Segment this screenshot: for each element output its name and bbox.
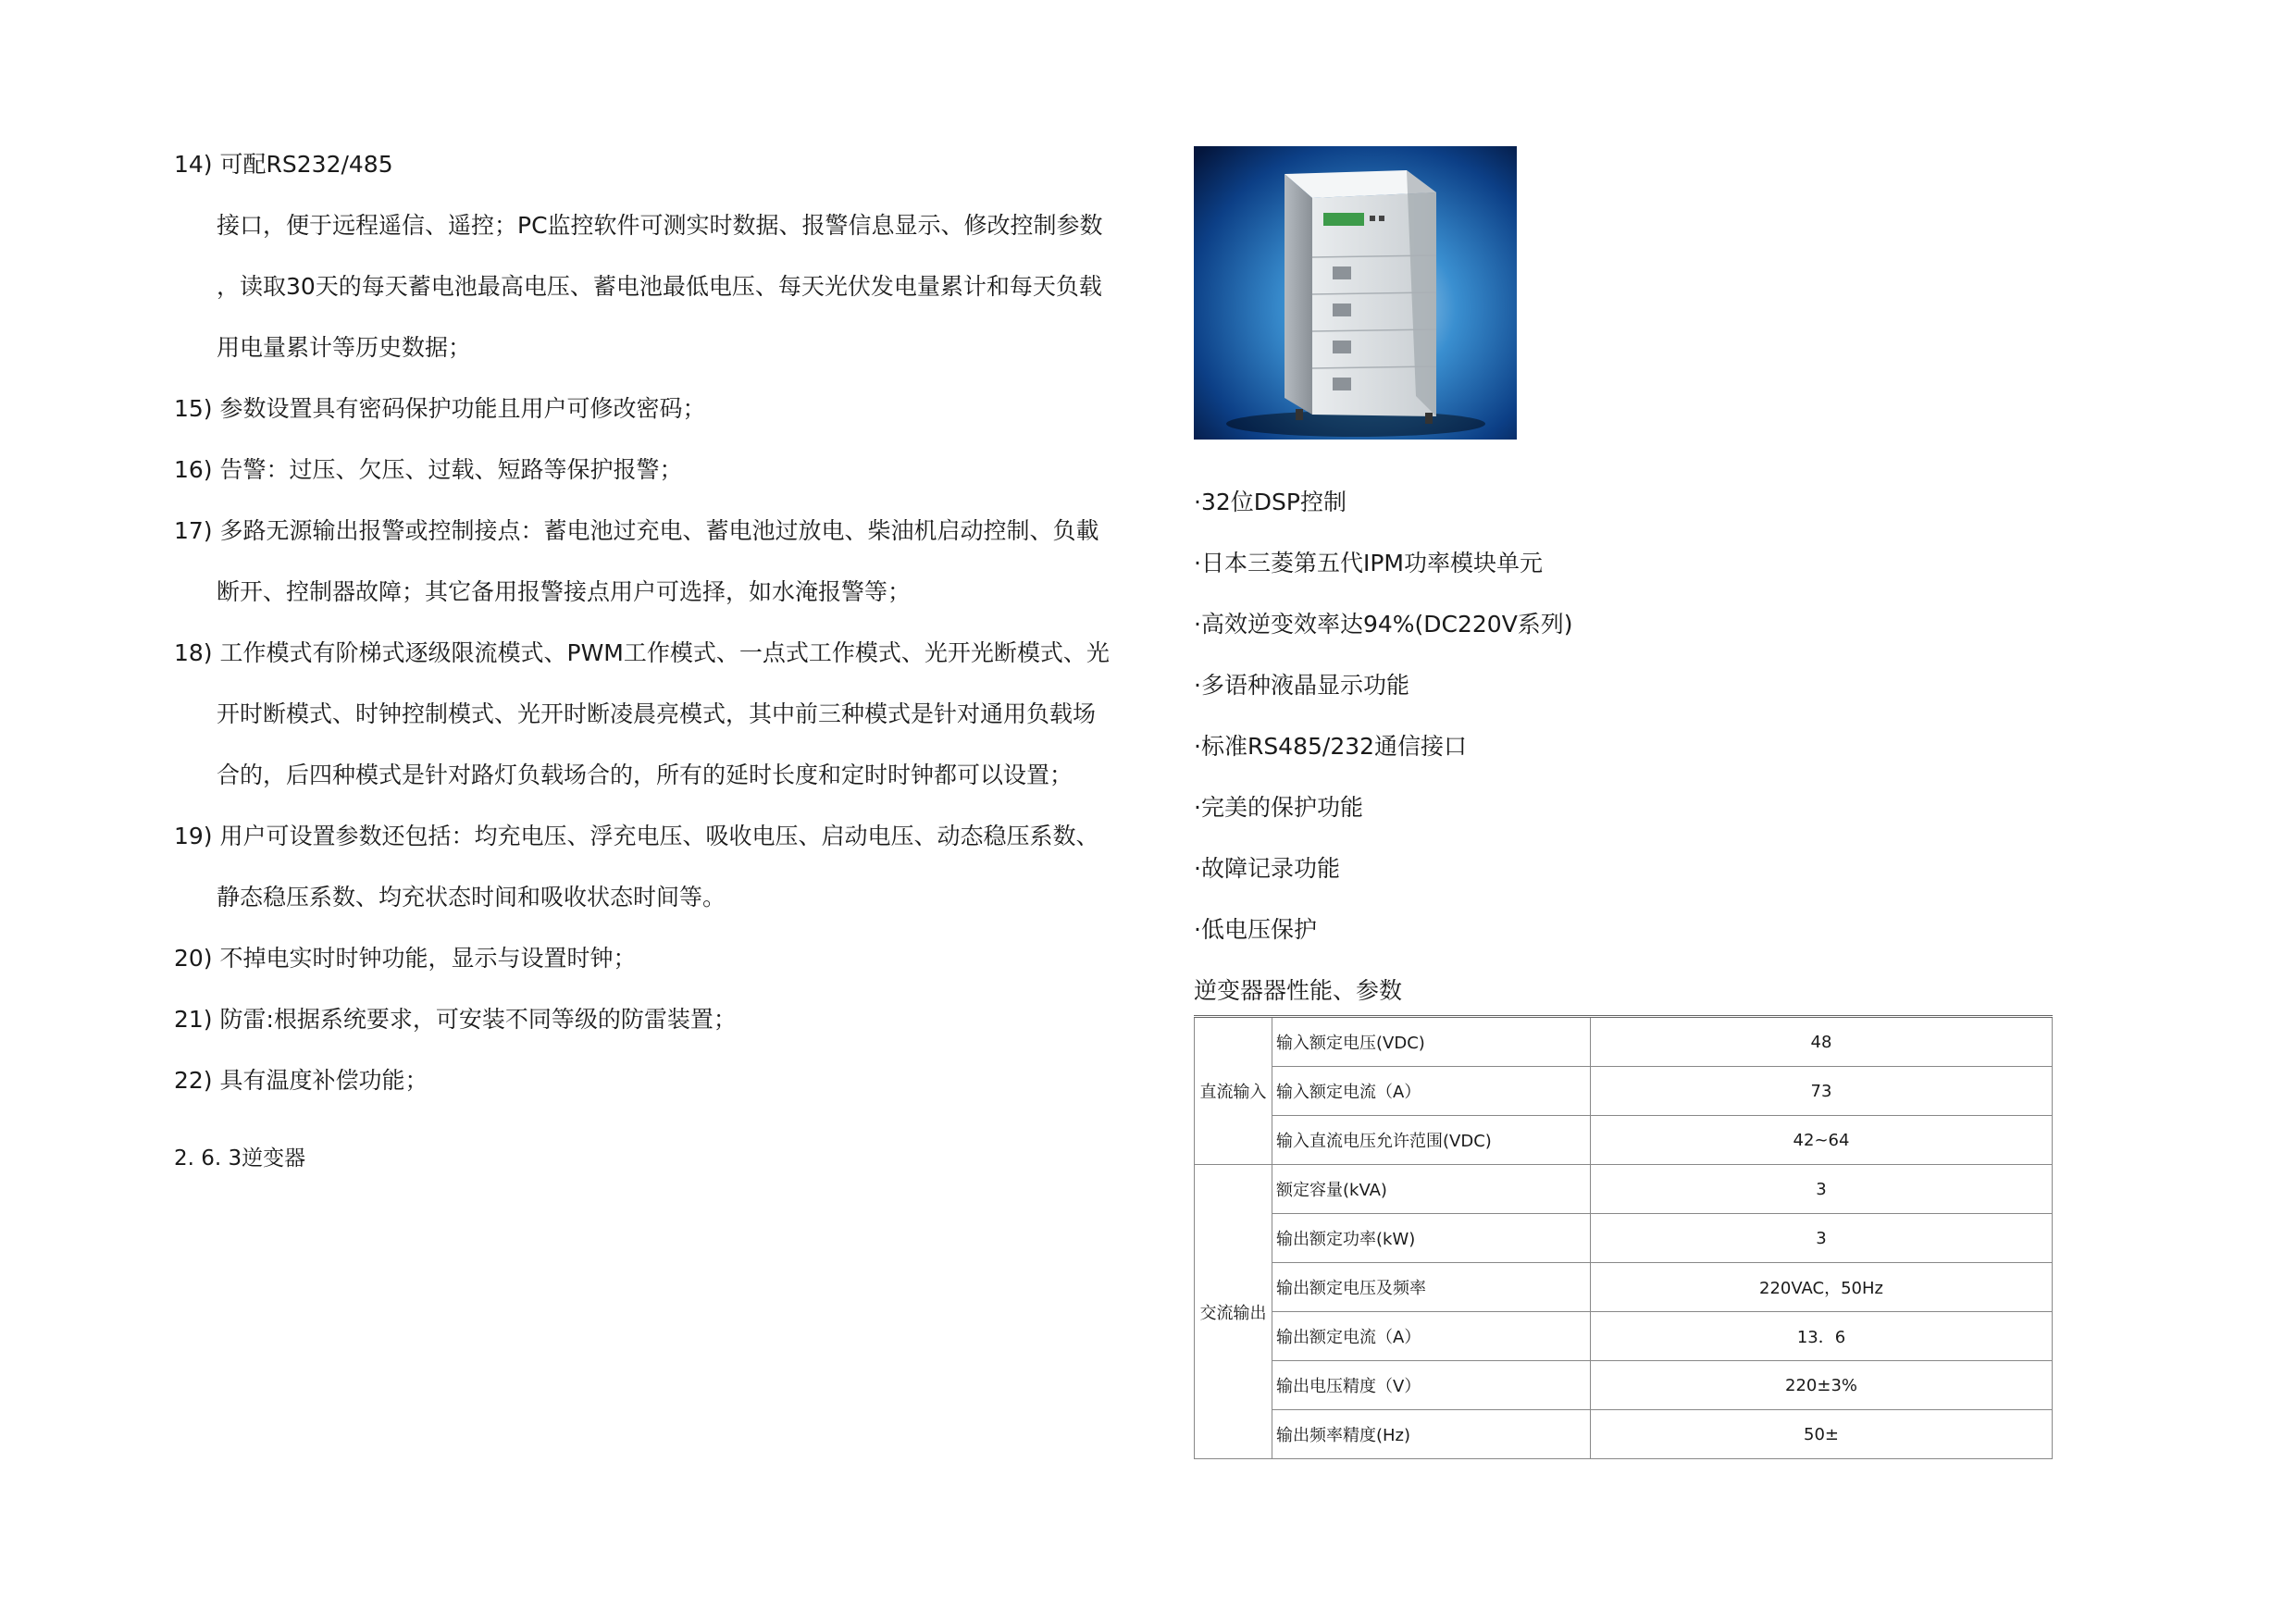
feature-fault-record: ·故障记录功能 — [1194, 855, 1340, 882]
table-row — [1195, 1116, 2053, 1165]
section-heading: 2. 6. 3逆变器 — [174, 1146, 306, 1171]
param-cell: 输出额定电流（A） — [1272, 1312, 1591, 1361]
param-cell: 输入直流电压允许范围(VDC) — [1272, 1116, 1591, 1165]
list-item-20: 20) 不掉电实时时钟功能，显示与设置时钟； — [174, 945, 637, 972]
param-cell: 输出额定功率(kW) — [1272, 1214, 1591, 1263]
list-item-16: 16) 告警：过压、欠压、过载、短路等保护报警； — [174, 456, 683, 483]
param-cell: 输入额定电流（A） — [1272, 1067, 1591, 1116]
list-item-14-continued-3: 用电量累计等历史数据； — [217, 334, 472, 361]
list-item-18-continued-2: 合的，后四种模式是针对路灯负载场合的，所有的延时长度和定时时钟都可以设置； — [217, 762, 1074, 788]
table-row — [1195, 1263, 2053, 1312]
feature-protection: ·完美的保护功能 — [1194, 794, 1363, 821]
list-item-14-continued-1: 接口，便于远程遥信、遥控；PC监控软件可测实时数据、报警信息显示、修改控制参数 — [217, 212, 1103, 239]
feature-dsp-control: ·32位DSP控制 — [1194, 489, 1347, 515]
feature-ipm-module: ·日本三菱第五代IPM功率模块单元 — [1194, 550, 1543, 576]
list-item-19: 19) 用户可设置参数还包括：均充电压、浮充电压、吸收电压、启动电压、动态稳压系数、 — [174, 823, 1099, 849]
feature-communication: ·标准RS485/232通信接口 — [1194, 733, 1468, 760]
list-item-17-continued: 断开、控制器故障；其它备用报警接点用户可选择，如水淹报警等； — [217, 578, 912, 605]
list-item-17: 17) 多路无源输出报警或控制接点：蓄电池过充电、蓄电池过放电、柴油机启动控制、负載 — [174, 517, 1099, 544]
list-item-18-continued-1: 开时断模式、时钟控制模式、光开时断凌晨亮模式，其中前三种模式是针对通用负载场 — [217, 700, 1097, 727]
spec-table — [1194, 1015, 2053, 1459]
value-cell: 50± — [1591, 1410, 2053, 1459]
list-item-19-continued: 静态稳压系数、均充状态时间和吸收状态时间等。 — [217, 884, 726, 911]
param-cell: 输出频率精度(Hz) — [1272, 1410, 1591, 1459]
value-cell: 73 — [1591, 1067, 2053, 1116]
feature-low-voltage-protection: ·低电压保护 — [1194, 916, 1317, 943]
feature-lcd-display: ·多语种液晶显示功能 — [1194, 672, 1409, 699]
table-row — [1195, 1361, 2053, 1410]
group-label-ac-output: 交流输出 — [1195, 1165, 1272, 1459]
table-row — [1195, 1017, 2053, 1067]
table-row — [1195, 1165, 2053, 1214]
inverter-product-image — [1194, 146, 1517, 440]
feature-efficiency: ·高效逆变效率达94%(DC220V系列) — [1194, 611, 1573, 638]
list-item-18: 18) 工作模式有阶梯式逐级限流模式、PWM工作模式、一点式工作模式、光开光断模式、光 — [174, 639, 1110, 666]
table-row — [1195, 1067, 2053, 1116]
value-cell: 220±3% — [1591, 1361, 2053, 1410]
value-cell: 48 — [1591, 1017, 2053, 1067]
list-item-14: 14) 可配RS232/485 — [174, 151, 393, 178]
group-label-dc-input: 直流输入 — [1195, 1017, 1272, 1165]
list-item-15: 15) 参数设置具有密码保护功能且用户可修改密码； — [174, 395, 706, 422]
param-cell: 输入额定电压(VDC) — [1272, 1017, 1591, 1067]
param-cell: 额定容量(kVA) — [1272, 1165, 1591, 1214]
list-item-21: 21) 防雷:根据系统要求，可安装不同等级的防雷装置； — [174, 1006, 737, 1033]
value-cell: 13．6 — [1591, 1312, 2053, 1361]
table-row — [1195, 1312, 2053, 1361]
value-cell: 3 — [1591, 1165, 2053, 1214]
table-row — [1195, 1410, 2053, 1459]
value-cell: 42~64 — [1591, 1116, 2053, 1165]
list-item-22: 22) 具有温度补偿功能； — [174, 1067, 428, 1094]
list-item-14-continued-2: ，读取30天的每天蓄电池最高电压、蓄电池最低电压、每天光伏发电量累计和每天负载 — [217, 273, 1102, 300]
value-cell: 3 — [1591, 1214, 2053, 1263]
param-cell: 输出电压精度（V） — [1272, 1361, 1591, 1410]
param-cell: 输出额定电压及频率 — [1272, 1263, 1591, 1312]
table-title: 逆变器器性能、参数 — [1194, 977, 1403, 1004]
table-row — [1195, 1214, 2053, 1263]
value-cell: 220VAC，50Hz — [1591, 1263, 2053, 1312]
